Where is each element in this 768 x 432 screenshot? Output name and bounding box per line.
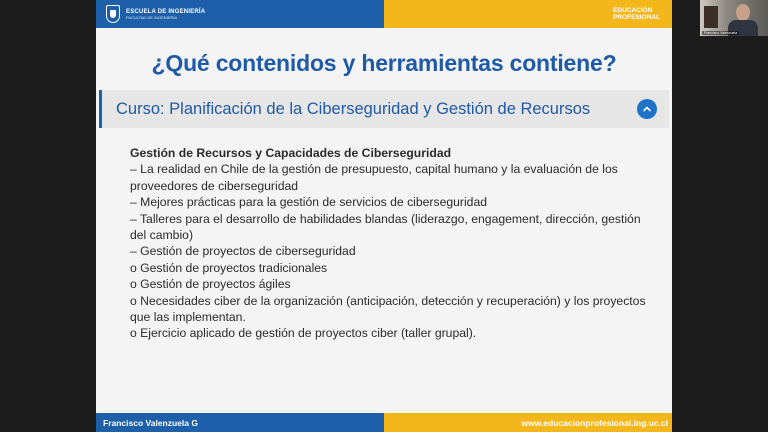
participant-name-tag: Francisco Valenzuela	[704, 31, 738, 35]
content-line: o Gestión de proyectos tradicionales	[130, 260, 328, 275]
presenter-name: Francisco Valenzuela G	[103, 417, 198, 428]
content-line: – Gestión de proyectos de ciberseguridad	[130, 244, 356, 259]
footer-left-panel	[96, 413, 384, 432]
school-subtitle: FACULTAD DE INGENIERÍA	[126, 14, 178, 20]
course-label: Curso: Planificación de la Ciberseguridad y Gestión de Recursos	[116, 99, 591, 118]
content-line: o Ejercicio aplicado de gestión de proyectos ciber (taller grupal).	[130, 326, 477, 341]
university-crest-icon	[106, 5, 120, 23]
content-line: – Mejores prácticas para la gestión de servicios de ciberseguridad	[130, 195, 488, 210]
course-accordion-header[interactable]	[99, 90, 669, 128]
school-name: ESCUELA DE INGENIERÍA	[126, 8, 206, 15]
section-heading: Gestión de Recursos y Capacidades de Ciberseguridad	[130, 146, 452, 160]
school-logo-text	[126, 9, 205, 20]
collapse-button[interactable]	[637, 99, 657, 119]
footer-right-panel	[384, 413, 672, 432]
slide-footer-bar	[96, 413, 672, 432]
content-line: o Gestión de proyectos ágiles	[130, 277, 291, 292]
educacion-profesional-logo	[613, 7, 660, 21]
shared-slide	[96, 0, 672, 432]
slide-header-bar	[96, 0, 672, 28]
participant-video-thumbnail[interactable]	[700, 0, 768, 36]
content-line: o Necesidades ciber de la organización (anticipación, detección y recuperación) y los proyectos que las implementan.	[130, 293, 646, 325]
slide-title: ¿Qué contenidos y herramientas contiene?	[151, 50, 617, 76]
participant-head	[736, 4, 750, 21]
content-line: – La realidad en Chile de la gestión de presupuesto, capital humano y la evaluación de los proveedores de ciberseguridad	[130, 162, 618, 193]
content-line: – Talleres para el desarrollo de habilidades blandas (liderazgo, engagement, dirección, gestión del cambio)	[130, 211, 641, 243]
video-shelf	[704, 6, 718, 28]
edu-logo-line1: EDUCACIÓN	[613, 7, 653, 14]
header-right-panel	[384, 0, 672, 28]
edu-logo-line2: PROFESIONAL	[613, 14, 660, 21]
course-content	[130, 145, 650, 342]
chevron-up-icon	[642, 104, 652, 114]
website-url: www.educacionprofesional.ing.uc.cl	[521, 417, 668, 428]
header-left-panel	[96, 0, 384, 28]
